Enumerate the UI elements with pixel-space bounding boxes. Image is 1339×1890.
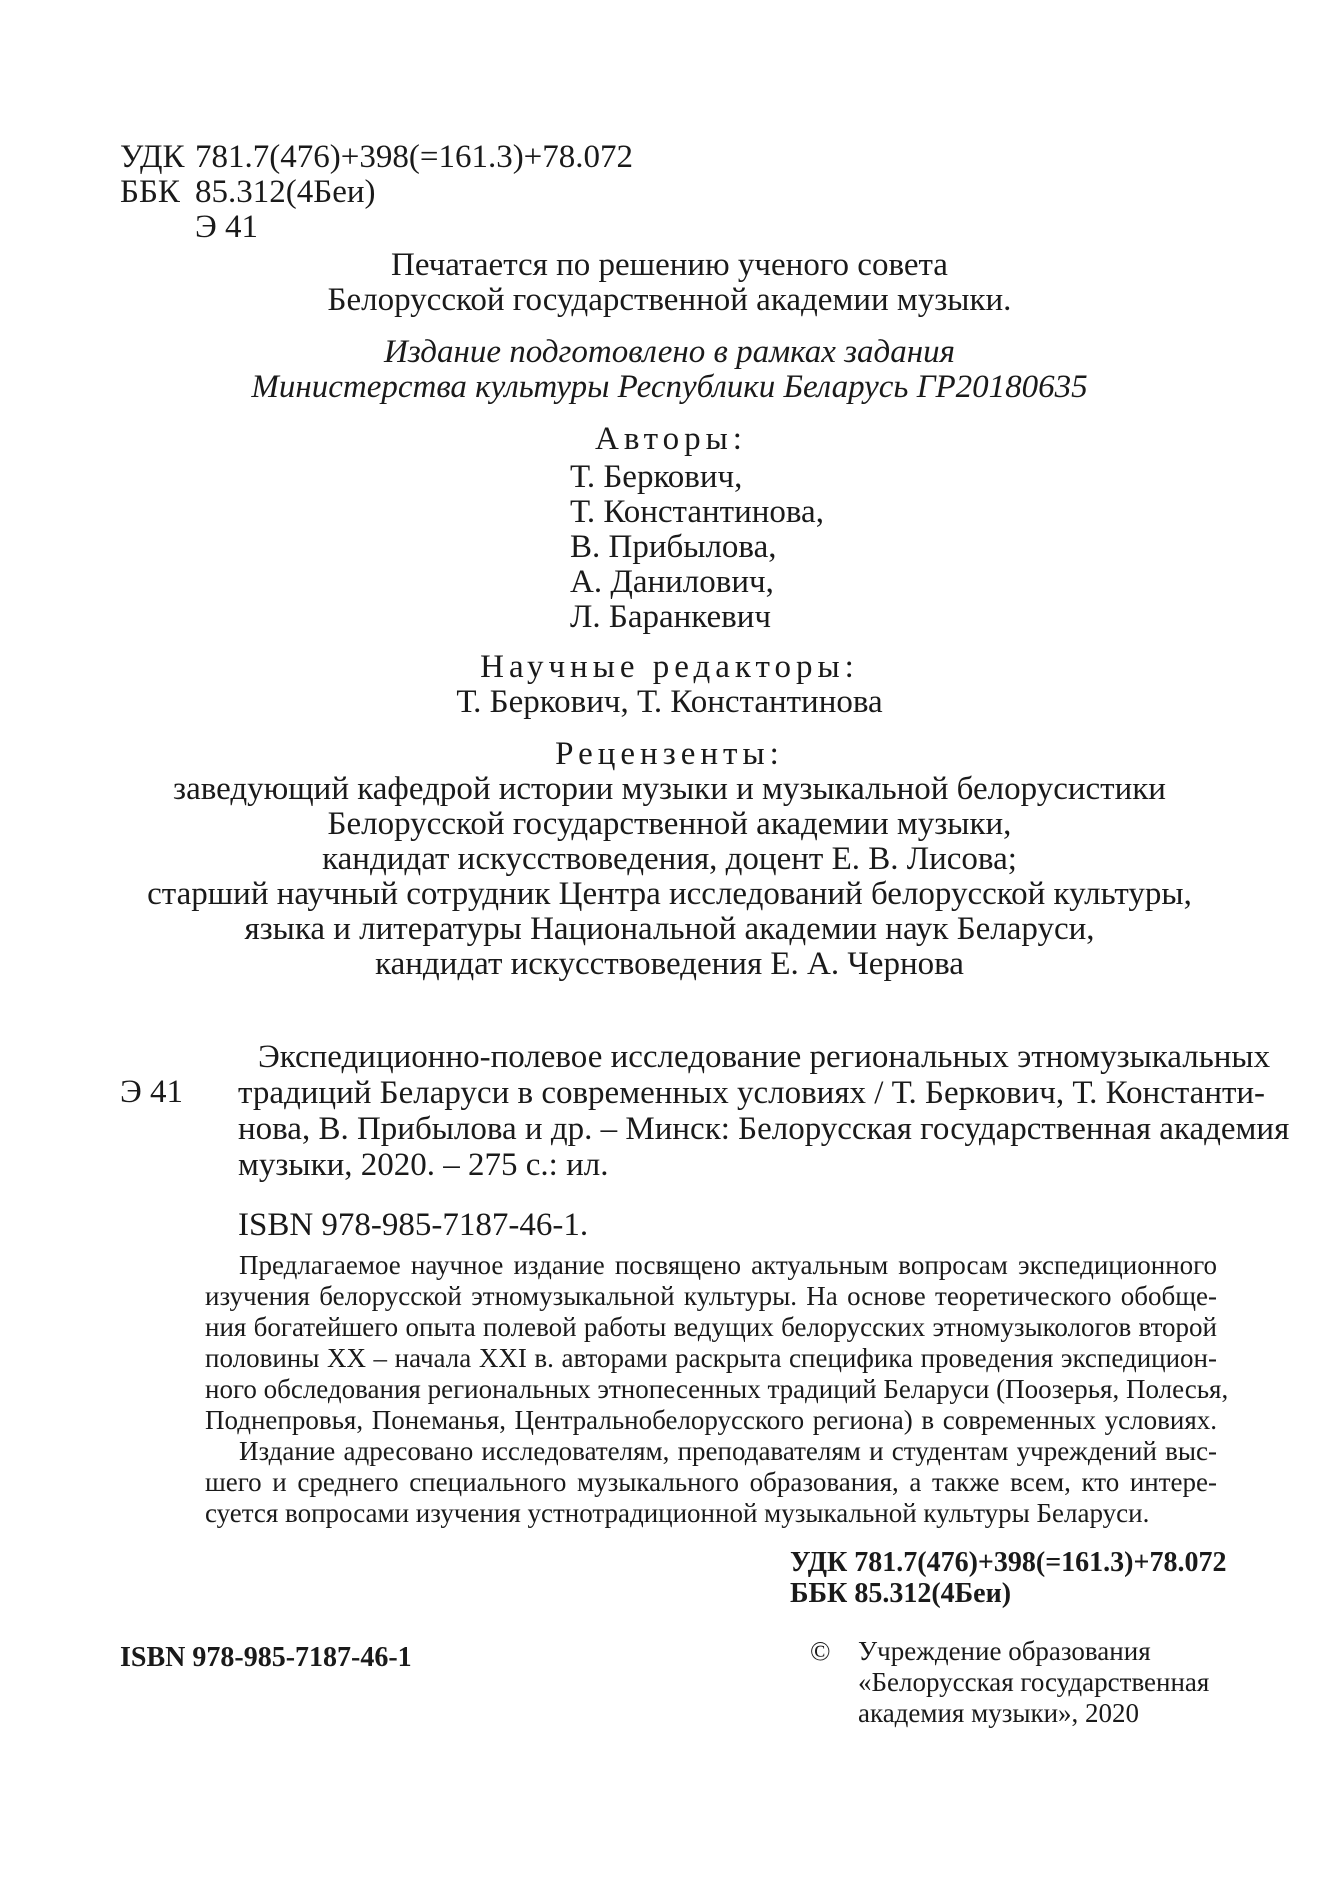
publication-note [0, 335, 1339, 405]
annotation [205, 1250, 1229, 1529]
copyright-holder [858, 1636, 1209, 1729]
catalog-line: музыки, 2020. – 275 с.: ил. [238, 1147, 609, 1183]
footer-bbk: ББК 85.312(4Беи) [790, 1578, 1012, 1609]
bbk-row [120, 175, 633, 210]
reviewers-heading: Рецензенты: [555, 736, 784, 772]
authors-block [570, 422, 824, 635]
author-name: Т. Константинова, [570, 494, 824, 530]
reviewers-block [0, 737, 1339, 982]
annotation-line: Поднепровья, Понеманья, Центральнобелорусского региона) в современных условиях. [205, 1405, 1217, 1435]
annotation-line: Предлагаемое научное издание посвящено актуальным вопросам экспедиционного [239, 1250, 1217, 1280]
annotation-line: шего и среднего специального музыкального образования, а также всем, кто интере- [205, 1467, 1217, 1497]
editors-heading: Научные редакторы: [480, 649, 859, 685]
authors-heading: Авторы: [595, 421, 747, 457]
bbk-value: 85.312(4Беи) [195, 174, 376, 210]
annotation-line: ного обследования региональных этнопесенных традиций Беларуси (Поозерья, Полесья, [205, 1374, 1229, 1404]
catalog-isbn: ISBN 978-985-7187-46-1. [238, 1207, 589, 1243]
reviewer-line: языка и литературы Национальной академии наук Беларуси, [244, 911, 1095, 947]
annotation-line: Издание адресовано исследователям, преподавателям и студентам учреждений выс- [239, 1436, 1217, 1466]
author-name: А. Данилович, [570, 564, 774, 600]
author-name: В. Прибылова, [570, 529, 777, 565]
author-sign-row [120, 210, 633, 245]
copyright-block [810, 1636, 1209, 1729]
author-name: Т. Беркович, [570, 459, 743, 495]
footer-udk: УДК 781.7(476)+398(=161.3)+78.072 [790, 1547, 1227, 1578]
publication-note-line: Министерства культуры Республики Беларусь ГР20180635 [251, 369, 1088, 405]
copyright-line: академия музыки», 2020 [858, 1698, 1140, 1728]
catalog-description [238, 1039, 1290, 1184]
udk-label: УДК [120, 139, 185, 175]
reviewer-line: старший научный сотрудник Центра исследований белорусской культуры, [147, 876, 1192, 912]
catalog-line: Экспедиционно-полевое исследование региональных этномузыкальных [258, 1039, 1271, 1075]
annotation-line: половины XX – начала XXI в. авторами раскрыта специфика проведения экспедицион- [205, 1343, 1217, 1373]
catalog-line: традиций Беларуси в современных условиях / Т. Беркович, Т. Константи- [238, 1075, 1266, 1111]
publication-note-line: Издание подготовлено в рамках задания [384, 334, 955, 370]
approval-note [0, 248, 1339, 318]
catalog-sign: Э 41 [120, 1074, 184, 1110]
reviewer-line: заведующий кафедрой истории музыки и музыкальной белорусистики [173, 771, 1166, 807]
catalog-line: нова, В. Прибылова и др. – Минск: Белорусская государственная академия [238, 1111, 1290, 1147]
footer-isbn: ISBN 978-985-7187-46-1 [120, 1642, 412, 1673]
copyright-line: Учреждение образования [858, 1636, 1151, 1666]
editors-block [0, 650, 1339, 720]
annotation-line: изучения белорусской этномузыкальной культуры. На основе теоретического обобще- [205, 1281, 1217, 1311]
editors-names: Т. Беркович, Т. Константинова [456, 684, 883, 720]
approval-line: Белорусской государственной академии музыки. [327, 282, 1012, 318]
copyright-icon: © [810, 1636, 831, 1666]
bbk-label: ББК [120, 174, 180, 210]
reviewer-line: кандидат искусствоведения, доцент Е. В. Лисова; [322, 841, 1017, 877]
author-name: Л. Баранкевич [570, 599, 771, 635]
udk-value: 781.7(476)+398(=161.3)+78.072 [195, 139, 634, 175]
copyright-line: «Белорусская государственная [858, 1667, 1210, 1697]
udk-row [120, 140, 633, 175]
reviewer-line: Белорусской государственной академии музыки, [327, 806, 1012, 842]
annotation-line: ния богатейшего опыта полевой работы ведущих белорусских этномузыкологов второй [205, 1312, 1217, 1342]
footer-codes [790, 1547, 1226, 1609]
reviewer-line: кандидат искусствоведения Е. А. Чернова [375, 946, 964, 982]
annotation-line: суется вопросами изучения устнотрадиционной музыкальной культуры Беларуси. [205, 1498, 1150, 1528]
approval-line: Печатается по решению ученого совета [391, 247, 948, 283]
author-sign: Э 41 [195, 209, 259, 245]
classification-codes [120, 140, 633, 245]
catalog-entry [120, 1039, 1290, 1184]
